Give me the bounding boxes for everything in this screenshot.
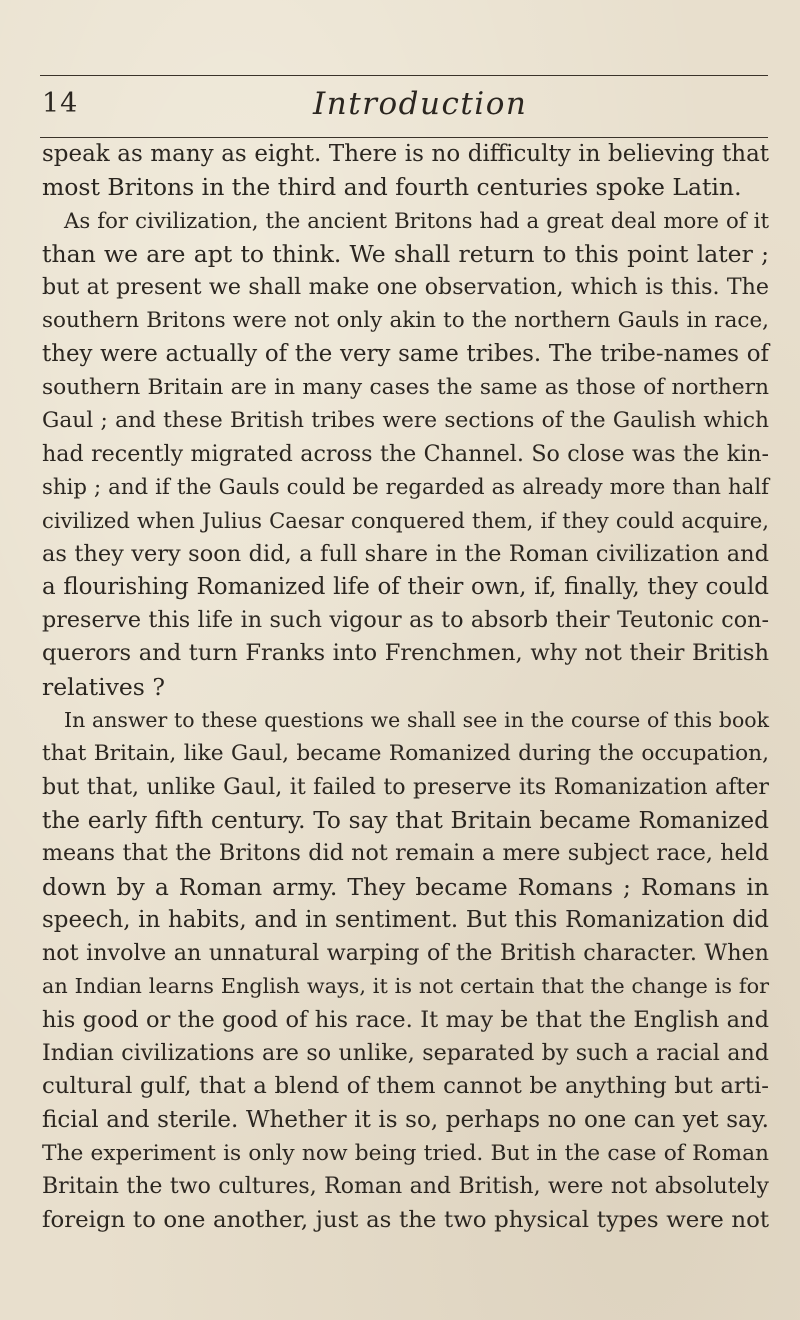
text-line: civilized when Julius Caesar conquered them, if they could acquire, [42,508,769,534]
text-line: speak as many as eight. There is no difficulty in believing that [42,141,769,167]
text-line: not involve an unnatural warping of the British character. When [42,940,769,967]
text-line: cultural gulf, that a blend of them cannot be anything but arti- [42,1073,769,1100]
text-line: ship ; and if the Gauls could be regarded as already more than half [42,474,769,500]
text-line: relatives ? [42,672,165,701]
text-line: had recently migrated across the Channel. So close was the kin- [42,440,769,467]
text-line: but that, unlike Gaul, it failed to preserve its Romanization after [42,773,769,800]
text-line: Indian civilizations are so unlike, separated by such a racial and [42,1040,769,1067]
text-line: down by a Roman army. They became Romans ; Romans in [42,872,769,901]
body-text [42,138,769,1237]
text-line: they were actually of the very same tribes. The tribe-names of [42,340,769,367]
text-line: The experiment is only now being tried. But in the case of Roman [42,1140,769,1166]
text-line: Britain the two cultures, Roman and British, were not absolutely [42,1174,769,1200]
text-line: than we are apt to think. We shall return to this point later ; [42,239,769,268]
text-line: a flourishing Romanized life of their own, if, finally, they could [42,573,769,600]
text-line: an Indian learns English ways, it is not certain that the change is for [42,974,769,999]
text-line: foreign to one another, just as the two physical types were not [42,1206,769,1233]
text-line: querors and turn Franks into Frenchmen, why not their British [42,640,769,667]
text-line: means that the Britons did not remain a mere subject race, held [42,840,769,867]
page-number: 14 [42,88,79,119]
text-line: speech, in habits, and in sentiment. But this Romanization did [42,906,769,933]
text-line: In answer to these questions we shall see in the course of this book [64,708,769,733]
text-line: but at present we shall make one observation, which is this. The [42,274,769,301]
text-line: preserve this life in such vigour as to absorb their Teutonic con- [42,607,769,634]
header-top-rule [40,75,768,76]
text-line: as they very soon did, a full share in the Roman civilization and [42,540,769,567]
text-line: the early fifth century. To say that Britain became Romanized [42,806,769,834]
running-header [40,84,768,128]
text-line: As for civilization, the ancient Britons had a great deal more of it [64,208,769,234]
text-line: most Britons in the third and fourth centuries spoke Latin. [42,173,742,202]
text-line: his good or the good of his race. It may be that the English and [42,1006,769,1033]
text-line: southern Britain are in many cases the same as those of northern [42,375,769,401]
text-line: Gaul ; and these British tribes were sections of the Gaulish which [42,408,769,434]
text-line: southern Britons were not only akin to the northern Gauls in race, [42,308,769,334]
text-line: ficial and sterile. Whether it is so, perhaps no one can yet say. [42,1106,769,1133]
text-line: that Britain, like Gaul, became Romanized during the occupation, [42,741,769,767]
running-title: Introduction [313,86,528,122]
